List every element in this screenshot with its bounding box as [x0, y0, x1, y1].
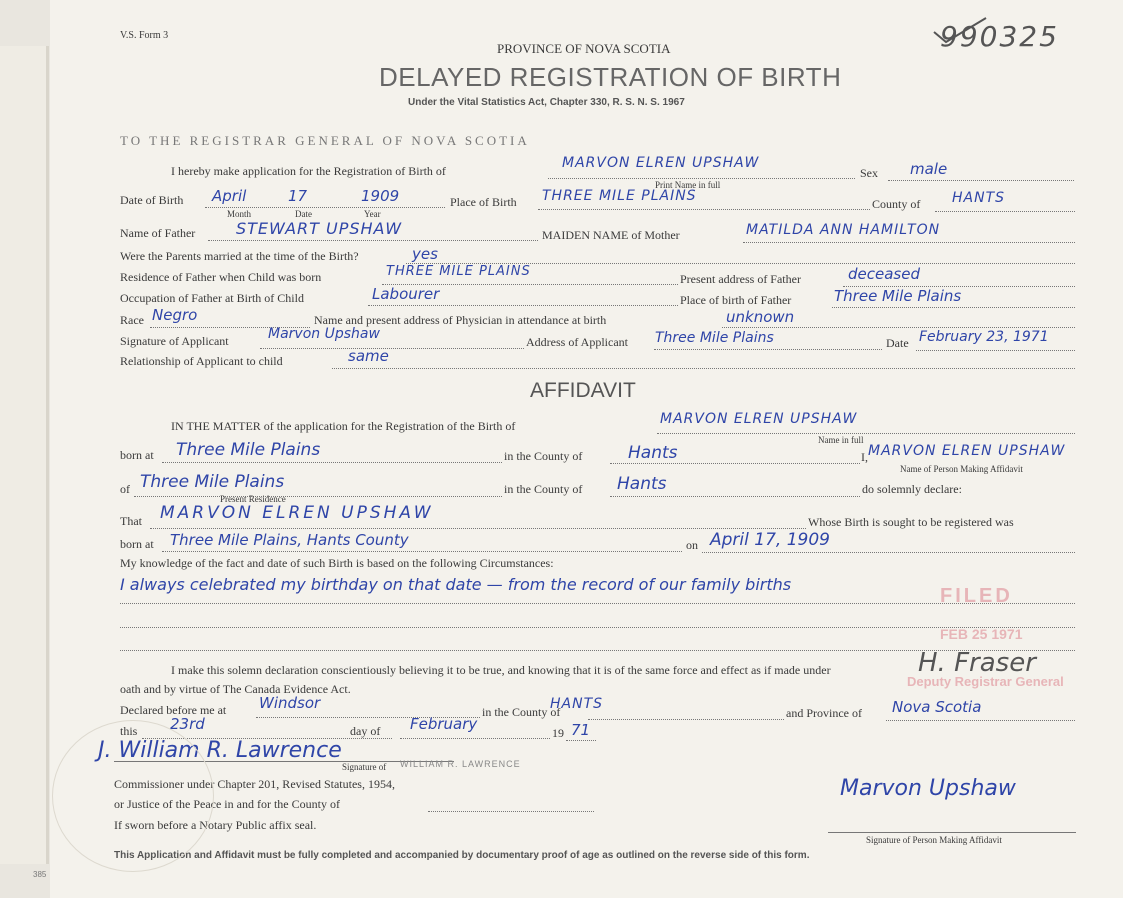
- county-label: County of: [872, 197, 921, 211]
- aff-birth-date-value: April 17, 1909: [710, 530, 830, 550]
- sex-value: male: [910, 160, 948, 178]
- side-code: 385: [33, 870, 47, 879]
- county-label-1: in the County of: [504, 449, 583, 463]
- declared-at-value: Windsor: [259, 694, 321, 712]
- parents-married-value: yes: [412, 245, 438, 263]
- birth-date-value: 17: [288, 187, 308, 205]
- aff-born-at-2-value: Three Mile Plains, Hants County: [170, 531, 409, 549]
- declared-before-label: Declared before me at: [120, 703, 227, 717]
- whose-birth-label: Whose Birth is sought to be registered was: [808, 515, 1014, 529]
- circumstances-value: I always celebrated my birthday on that date — from the record of our family births: [120, 575, 792, 594]
- affidavit-heading: AFFIDAVIT: [530, 379, 636, 402]
- father-name-label: Name of Father: [120, 226, 196, 240]
- applicant-address-value: Three Mile Plains: [655, 330, 774, 346]
- physician-value: unknown: [726, 308, 795, 326]
- father-present-address-value: deceased: [848, 265, 920, 283]
- race-label: Race: [120, 313, 144, 327]
- of-label: of: [120, 482, 130, 496]
- signature-of-label: Signature of: [342, 762, 387, 772]
- commissioner-signature: J. William R. Lawrence: [98, 738, 342, 763]
- father-birthplace-label: Place of birth of Father: [680, 293, 792, 307]
- backing-page-edge: [0, 46, 47, 864]
- aff-county-2-value: Hants: [617, 474, 667, 494]
- i-label: I,: [861, 450, 868, 464]
- commissioner-line-1: Commissioner under Chapter 201, Revised Statutes, 1954,: [114, 777, 395, 791]
- aff-born-at-value: Three Mile Plains: [176, 440, 321, 460]
- aff-county-1-value: Hants: [628, 443, 678, 463]
- father-residence-label: Residence of Father when Child was born: [120, 270, 322, 284]
- notary-note: If sworn before a Notary Public affix seal.: [114, 818, 317, 832]
- declaration-line-1: I make this solemn declaration conscientiously believing it to be true, and knowing that it is of the same force and effect as if made under: [171, 663, 831, 677]
- month-name-value: February: [410, 715, 478, 733]
- birth-registration-form: [50, 0, 1123, 898]
- county-value: HANTS: [952, 190, 1006, 206]
- aff-person-name-value: MARVON ELREN UPSHAW: [868, 443, 1066, 459]
- on-label: on: [686, 538, 698, 552]
- do-solemnly-declare-label: do solemnly declare:: [862, 482, 962, 496]
- embossed-seal: [52, 720, 214, 872]
- child-name-value: MARVON ELREN UPSHAW: [562, 155, 760, 171]
- applicant-address-label: Address of Applicant: [526, 335, 628, 349]
- application-date-label: Date: [886, 336, 909, 350]
- sex-label: Sex: [860, 166, 878, 180]
- date-hint: Date: [295, 209, 312, 219]
- place-of-birth-label: Place of Birth: [450, 195, 517, 209]
- aff-that-name-value: MARVON ELREN UPSHAW: [160, 503, 434, 523]
- year-suffix-value: 71: [571, 721, 591, 739]
- father-present-address-label: Present address of Father: [680, 272, 801, 286]
- month-hint: Month: [227, 209, 252, 219]
- date-of-birth-label: Date of Birth: [120, 193, 184, 207]
- mother-maiden-value: MATILDA ANN HAMILTON: [746, 222, 941, 238]
- declaration-line-2: oath and by virtue of The Canada Evidence Act.: [120, 682, 351, 696]
- present-residence-hint: Present Residence: [220, 494, 286, 504]
- this-label: this: [120, 724, 138, 738]
- person-making-affidavit-hint: Name of Person Making Affidavit: [900, 464, 1023, 474]
- applicant-signature-value: Marvon Upshaw: [268, 326, 380, 342]
- declared-county-label: in the County of: [482, 705, 561, 719]
- footnote: This Application and Affidavit must be fully completed and accompanied by documentary proof of age as outlined on the reverse side of this form.: [114, 850, 810, 861]
- application-date-value: February 23, 1971: [919, 329, 1049, 345]
- registration-number: 990325: [940, 20, 1059, 53]
- father-name-value: STEWART UPSHAW: [236, 219, 403, 238]
- affiant-signature: Marvon Upshaw: [840, 776, 1016, 801]
- year-hint: Year: [364, 209, 381, 219]
- in-the-matter-label: IN THE MATTER of the application for the Registration of the Birth of: [171, 419, 516, 433]
- mother-maiden-label: MAIDEN NAME of Mother: [542, 228, 680, 242]
- name-in-full-hint: Name in full: [818, 435, 864, 445]
- aff-residence-value: Three Mile Plains: [140, 472, 285, 492]
- province-label: and Province of: [786, 706, 862, 720]
- declared-county-value: HANTS: [550, 696, 604, 712]
- county-label-2: in the County of: [504, 482, 583, 496]
- birth-month-value: April: [212, 187, 247, 205]
- relationship-value: same: [348, 347, 389, 365]
- declared-province-value: Nova Scotia: [892, 698, 982, 716]
- father-occupation-label: Occupation of Father at Birth of Child: [120, 291, 304, 305]
- aff-child-name-value: MARVON ELREN UPSHAW: [660, 411, 858, 427]
- birth-year-value: 1909: [361, 187, 400, 205]
- applicant-signature-label: Signature of Applicant: [120, 334, 229, 348]
- filed-stamp: FILED: [940, 585, 1013, 607]
- relationship-label: Relationship of Applicant to child: [120, 354, 283, 368]
- place-of-birth-value: THREE MILE PLAINS: [542, 188, 697, 204]
- application-intro-label: I hereby make application for the Registration of Birth of: [171, 164, 446, 178]
- born-at-2-label: born at: [120, 537, 154, 551]
- deputy-registrar-stamp: Deputy Registrar General: [907, 674, 1064, 689]
- commissioner-typed-name: WILLIAM R. LAWRENCE: [400, 759, 521, 769]
- commissioner-line-2: or Justice of the Peace in and for the County of: [114, 797, 340, 811]
- race-value: Negro: [152, 306, 198, 324]
- that-label: That: [120, 514, 142, 528]
- father-birthplace-value: Three Mile Plains: [834, 287, 962, 305]
- page-subtitle: Under the Vital Statistics Act, Chapter 330, R. S. N. S. 1967: [408, 97, 685, 108]
- affiant-signature-label: Signature of Person Making Affidavit: [866, 835, 1002, 845]
- year-prefix-label: 19: [552, 726, 564, 740]
- physician-label: Name and present address of Physician in attendance at birth: [314, 313, 607, 327]
- province-heading: PROVINCE OF NOVA SCOTIA: [497, 41, 671, 56]
- filed-date-stamp: FEB 25 1971: [940, 626, 1023, 642]
- day-number-value: 23rd: [170, 715, 205, 733]
- father-residence-value: THREE MILE PLAINS: [386, 264, 531, 279]
- day-of-label: day of: [350, 724, 381, 738]
- form-code: V.S. Form 3: [120, 30, 169, 41]
- parents-married-label: Were the Parents married at the time of the Birth?: [120, 249, 359, 263]
- print-name-hint: Print Name in full: [655, 180, 721, 190]
- addressee: TO THE REGISTRAR GENERAL OF NOVA SCOTIA: [120, 133, 530, 148]
- deputy-signature: H. Fraser: [918, 648, 1036, 678]
- born-at-label: born at: [120, 448, 154, 462]
- page-title: DELAYED REGISTRATION OF BIRTH: [379, 62, 842, 92]
- checkmark-icon: [930, 14, 990, 48]
- knowledge-label: My knowledge of the fact and date of such Birth is based on the following Circumstances:: [120, 556, 554, 570]
- father-occupation-value: Labourer: [372, 285, 440, 303]
